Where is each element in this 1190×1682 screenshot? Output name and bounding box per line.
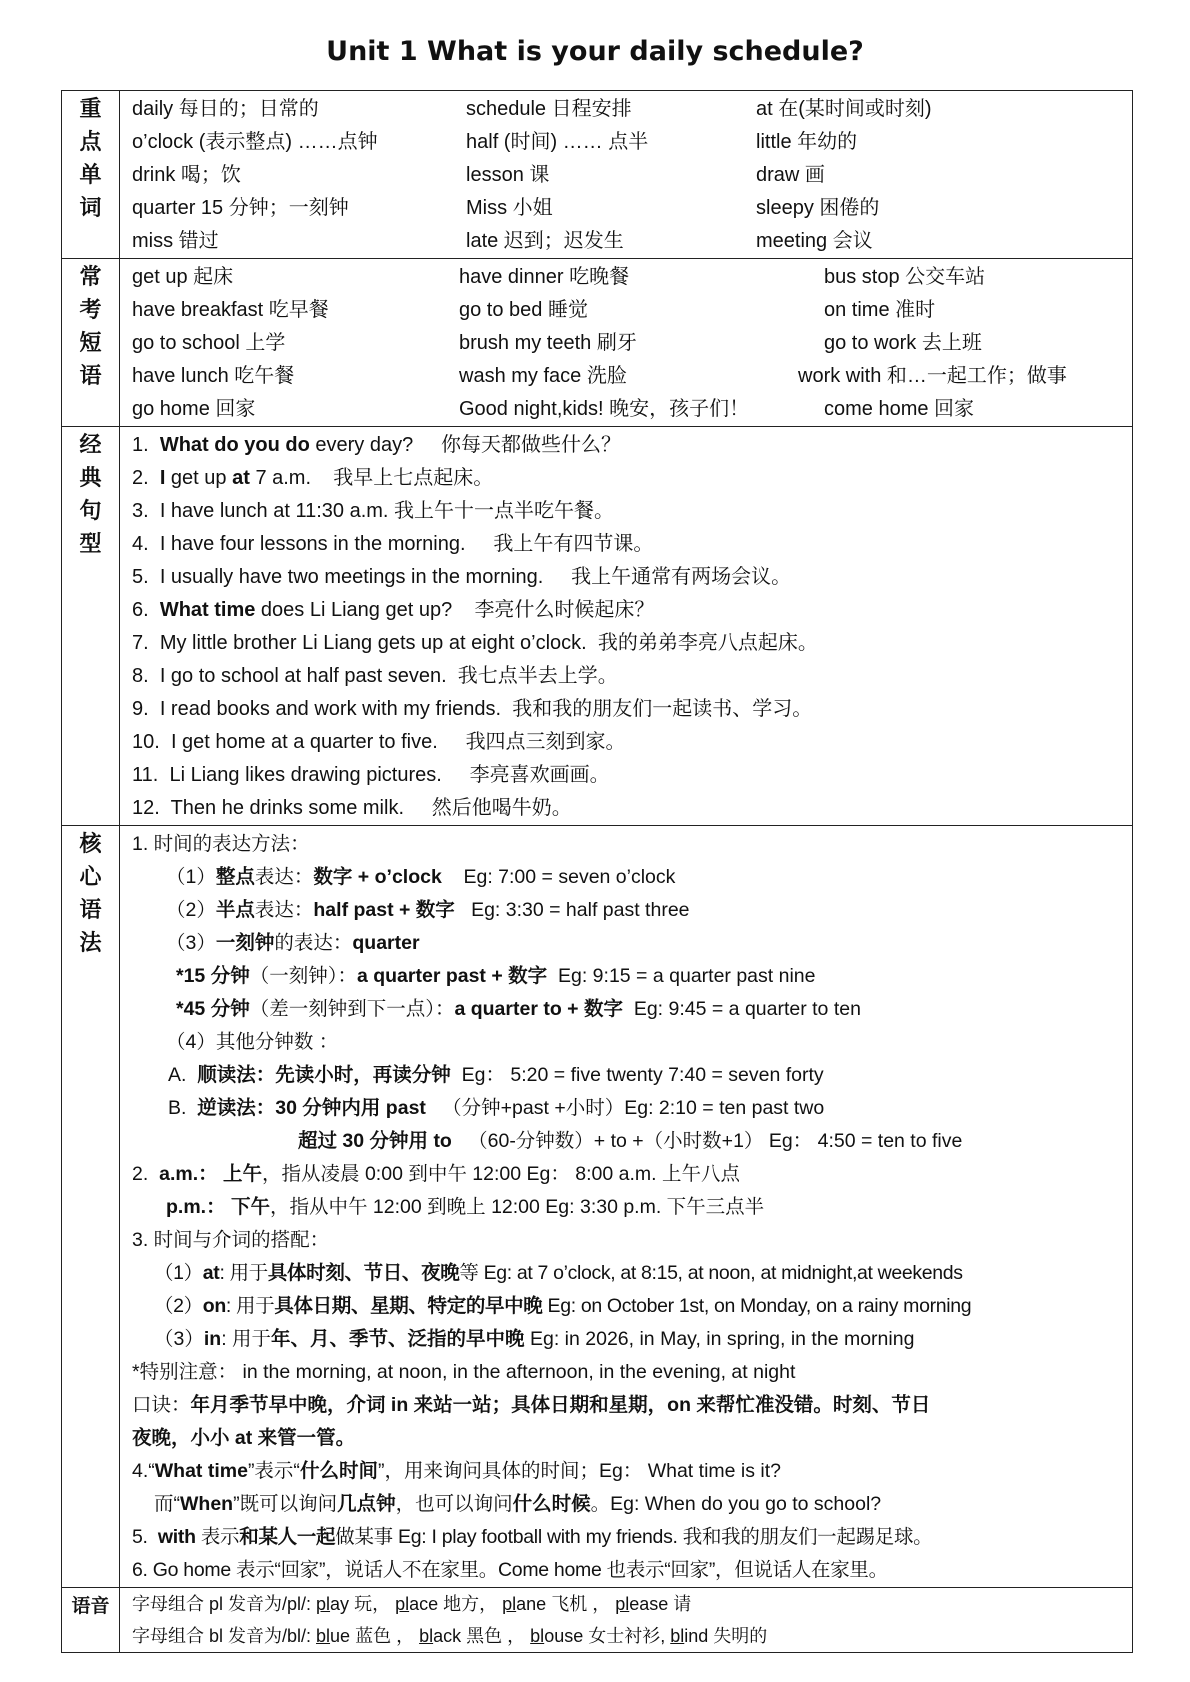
grammar-line: A. 顺读法：先读小时，再读分钟 Eg： 5:20 = five twenty 7:40 = seven forty xyxy=(168,1064,824,1086)
phrase-row: get up 起床 have dinner 吃晚餐 bus stop 公交车站 xyxy=(132,266,986,288)
grammar-line: 5. with 表示和某人一起做某事 Eg: I play football with my friends. 我和我的朋友们一起踢足球。 xyxy=(132,1526,933,1548)
sentence-item: 5. I usually have two meetings in the morning. 我上午通常有两场会议。 xyxy=(132,566,792,588)
pronunciation-section xyxy=(62,1588,1133,1653)
vocab-label: 重 点 单 词 xyxy=(62,91,120,259)
grammar-line: 2. a.m.： 上午，指从凌晨 0:00 到中午 12:00 Eg： 8:00 a.m. 上午八点 xyxy=(132,1163,740,1185)
grammar-line: 4.“What time”表示“什么时间”，用来询问具体的时间；Eg： What time is it? xyxy=(132,1460,781,1482)
sentence-item: 10. I get home at a quarter to five. 我四点三刻到家。 xyxy=(132,731,626,753)
sentence-item: 12. Then he drinks some milk. 然后他喝牛奶。 xyxy=(132,797,572,819)
vocab-body xyxy=(120,91,1133,259)
phrases-body xyxy=(120,259,1133,427)
grammar-line: （1）整点表达：数字 + o’clock Eg: 7:00 = seven o’clock xyxy=(166,866,676,888)
grammar-line: *45 分钟（差一刻钟到下一点）：a quarter to + 数字 Eg: 9:45 = a quarter to ten xyxy=(176,998,861,1020)
phrases-label: 常 考 短 语 xyxy=(62,259,120,427)
phrases-section xyxy=(62,259,1133,427)
phrase-row: have breakfast 吃早餐 go to bed 睡觉 on time 准时 xyxy=(132,299,936,321)
grammar-line: （3）一刻钟的表达：quarter xyxy=(166,932,420,954)
sentences-label: 经 典 句 型 xyxy=(62,427,120,826)
grammar-section xyxy=(62,826,1133,1588)
vocab-row: drink 喝；饮 lesson 课 draw 画 xyxy=(132,164,825,186)
sentence-item: 11. Li Liang likes drawing pictures. 李亮喜欢画画。 xyxy=(132,764,610,786)
sentence-item: 8. I go to school at half past seven. 我七点半去上学。 xyxy=(132,665,618,687)
grammar-line: B. 逆读法：30 分钟内用 past （分钟+past +小时）Eg: 2:10 = ten past two xyxy=(168,1097,825,1119)
phrase-row: go to school 上学 brush my teeth 刷牙 go to work 去上班 xyxy=(132,332,982,354)
pronunciation-body xyxy=(120,1588,1133,1653)
sentences-body xyxy=(120,427,1133,826)
grammar-label: 核 心 语 法 xyxy=(62,826,120,1588)
pronunciation-row-bl: 字母组合 bl 发音为/bl/: blue 蓝色 ， black 黑色 ， blouse 女士衬衫, blind 失明的 xyxy=(132,1626,768,1646)
vocab-row: o’clock (表示整点) ……点钟 half (时间) …… 点半 little 年幼的 xyxy=(132,131,858,153)
grammar-line: （4）其他分钟数 ： xyxy=(166,1031,339,1053)
phrase-row: go home 回家 Good night,kids! 晚安，孩子们！ come home 回家 xyxy=(132,398,975,420)
sentence-item: 6. What time does Li Liang get up? 李亮什么时候起床？ xyxy=(132,599,655,621)
sentences-section xyxy=(62,427,1133,826)
grammar-line: （3）in: 用于年、月、季节、泛指的早中晚 Eg: in 2026, in May, in spring, in the morning xyxy=(154,1328,915,1350)
page-title: Unit 1 What is your daily schedule? xyxy=(326,36,864,67)
sentence-item: 1. What do you do every day? 你每天都做些什么？ xyxy=(132,434,621,456)
vocab-section xyxy=(62,91,1133,259)
grammar-line: 夜晚，小小 at 来管一管。 xyxy=(132,1427,356,1449)
grammar-line: *15 分钟（一刻钟）：a quarter past + 数字 Eg: 9:15 = a quarter past nine xyxy=(176,965,816,987)
grammar-line: （2）on: 用于具体日期、星期、特定的早中晚 Eg: on October 1st, on Monday, on a rainy morning xyxy=(154,1295,972,1317)
vocab-row: quarter 15 分钟；一刻钟 Miss 小姐 sleepy 困倦的 xyxy=(132,197,880,219)
vocab-row: miss 错过 late 迟到；迟发生 meeting 会议 xyxy=(132,230,873,252)
grammar-line: 6. Go home 表示“回家”，说话人不在家里。Come home 也表示“回家”，但说话人在家里。 xyxy=(132,1559,888,1581)
grammar-body xyxy=(120,826,1133,1588)
study-table xyxy=(61,90,1133,1653)
grammar-line: 1. 时间的表达方法： xyxy=(132,833,310,855)
pronunciation-row-pl: 字母组合 pl 发音为/pl/: play 玩， place 地方， plane 飞机 ， please 请 xyxy=(132,1594,692,1614)
grammar-line: （1）at: 用于具体时刻、节日、夜晚等 Eg: at 7 o’clock, at 8:15, at noon, at midnight,at weekends xyxy=(154,1262,963,1284)
sentence-item: 4. I have four lessons in the morning. 我上午有四节课。 xyxy=(132,533,654,555)
sentence-item: 9. I read books and work with my friends. 我和我的朋友们一起读书、学习。 xyxy=(132,698,813,720)
pronunciation-label: 语音 xyxy=(62,1588,120,1653)
vocab-row: daily 每日的；日常的 schedule 日程安排 at 在(某时间或时刻) xyxy=(132,98,932,120)
grammar-line: 超过 30 分钟用 to （60-分钟数）+ to +（小时数+1） Eg： 4:50 = ten to five xyxy=(298,1130,963,1152)
grammar-line: p.m.： 下午，指从中午 12:00 到晚上 12:00 Eg: 3:30 p.m. 下午三点半 xyxy=(166,1196,765,1218)
grammar-line: （2）半点表达：half past + 数字 Eg: 3:30 = half past three xyxy=(166,899,690,921)
grammar-line: 3. 时间与介词的搭配： xyxy=(132,1229,330,1251)
sentence-item: 7. My little brother Li Liang gets up at eight o’clock. 我的弟弟李亮八点起床。 xyxy=(132,632,818,654)
grammar-line: 口诀：年月季节早中晚，介词 in 来站一站；具体日期和星期，on 来帮忙准没错。时刻、节日 xyxy=(132,1394,931,1416)
sentence-item: 3. I have lunch at 11:30 a.m. 我上午十一点半吃午餐。 xyxy=(132,500,615,522)
phrase-row: have lunch 吃午餐 wash my face 洗脸 work with 和…一起工作；做事 xyxy=(132,365,1067,387)
sentence-item: 2. I get up at 7 a.m. 我早上七点起床。 xyxy=(132,467,494,489)
grammar-line: *特别注意： in the morning, at noon, in the afternoon, in the evening, at night xyxy=(132,1361,796,1383)
grammar-line: 而“When”既可以询问几点钟，也可以询问什么时候。Eg: When do you go to school? xyxy=(154,1493,882,1515)
